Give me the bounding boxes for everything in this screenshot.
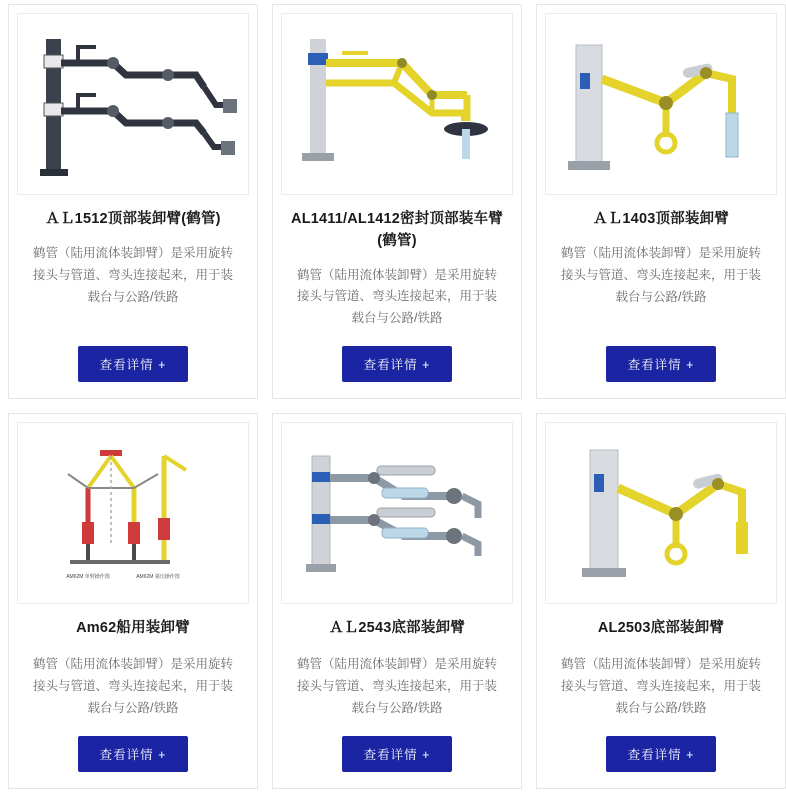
product-title: AL1411/AL1412密封顶部装车臂(鹤管) bbox=[291, 211, 503, 249]
product-image-marine-loading-arm-diagram bbox=[17, 422, 249, 604]
product-image-loading-arm-yellow-top bbox=[281, 13, 513, 195]
product-card[interactable] bbox=[272, 413, 522, 788]
svg-text:AM62M 强压操作图: AM62M 强压操作图 bbox=[136, 573, 180, 580]
product-title: ＡＬ1403顶部装卸臂 bbox=[593, 211, 729, 227]
product-card[interactable] bbox=[272, 4, 522, 399]
view-detail-button[interactable]: 查看详情 + bbox=[78, 736, 189, 772]
view-detail-button[interactable]: 查看详情 + bbox=[606, 736, 717, 772]
view-detail-button[interactable]: 查看详情 + bbox=[342, 346, 453, 382]
product-image-loading-arm-dual-black bbox=[17, 13, 249, 195]
svg-text:AM62M 单臂操作图: AM62M 单臂操作图 bbox=[66, 573, 110, 580]
product-description: 鹤管（陆用流体装卸臂）是采用旋转接头与管道、弯头连接起来，用于装载台与公路/铁路 bbox=[32, 245, 233, 304]
product-image-bottom-loading-arm-yellow bbox=[545, 422, 777, 604]
product-title: Am62船用装卸臂 bbox=[76, 620, 190, 637]
product-title: ＡＬ1512顶部装卸臂(鹤管) bbox=[45, 211, 221, 227]
view-detail-button[interactable]: 查看详情 + bbox=[606, 346, 717, 382]
view-detail-button[interactable]: 查看详情 + bbox=[78, 346, 189, 382]
product-title: ＡＬ2543底部装卸臂 bbox=[329, 620, 465, 637]
product-description: 鹤管（陆用流体装卸臂）是采用旋转接头与管道、弯头连接起来，用于装载台与公路/铁路 bbox=[32, 656, 233, 715]
product-image-loading-arm-yellow-swing bbox=[545, 13, 777, 195]
product-description: 鹤管（陆用流体装卸臂）是采用旋转接头与管道、弯头连接起来，用于装载台与公路/铁路 bbox=[560, 656, 761, 715]
product-description: 鹤管（陆用流体装卸臂）是采用旋转接头与管道、弯头连接起来，用于装载台与公路/铁路 bbox=[560, 245, 761, 304]
view-detail-button[interactable]: 查看详情 + bbox=[342, 736, 453, 772]
product-description: 鹤管（陆用流体装卸臂）是采用旋转接头与管道、弯头连接起来，用于装载台与公路/铁路 bbox=[296, 656, 497, 715]
product-card[interactable] bbox=[536, 413, 786, 788]
product-card[interactable] bbox=[8, 413, 258, 788]
product-description: 鹤管（陆用流体装卸臂）是采用旋转接头与管道、弯头连接起来，用于装载台与公路/铁路 bbox=[296, 267, 497, 326]
product-image-bottom-loading-arm-dual bbox=[281, 422, 513, 604]
product-title: AL2503底部装卸臂 bbox=[597, 620, 725, 637]
product-card[interactable] bbox=[8, 4, 258, 399]
product-card[interactable] bbox=[536, 4, 786, 399]
